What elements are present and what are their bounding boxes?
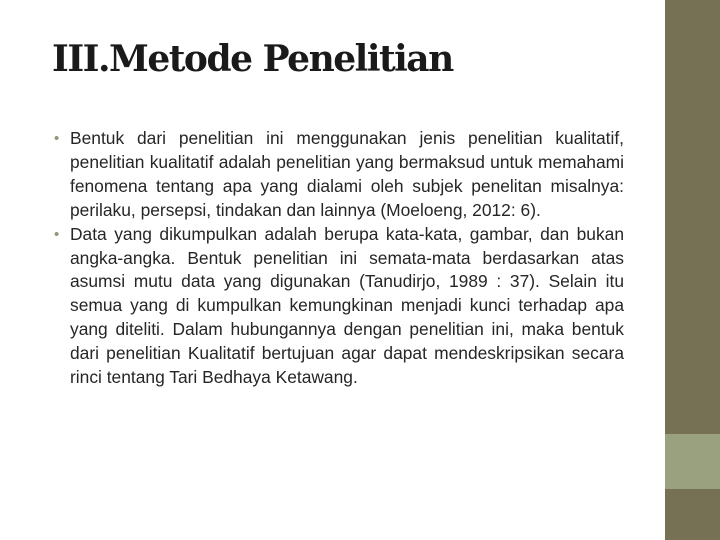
bullet-item-1 [54, 127, 624, 223]
bullet-text-2: Data yang dikumpulkan adalah berupa kata-kata, gambar, dan bukan angka-angka. Bentuk penelitian ini semata-mata berdasarkan atas asumsi mutu data yang digunakan (Tanudirjo, 1989 : 37). Selain itu semua yang di kumpulkan kemungkinan menjadi kunci terhadap apa yang diteliti. Dalam hubungannya dengan penelitian ini, maka bentuk dari penelitian Kualitatif bertujuan agar dapat mendeskripsikan secara rinci tentang Tari Bedhaya Ketawang. [70, 223, 624, 388]
sidebar-gap [655, 0, 665, 540]
bullet-text-1: Bentuk dari penelitian ini menggunakan jenis penelitian kualitatif, penelitian kualitatif adalah penelitian yang bermaksud untuk memahami fenomena tentang apa yang dialami oleh subjek penelitan misalnya: perilaku, persepsi, tindakan dan lainnya (Moeloeng, 2012: 6). [70, 128, 624, 220]
bullet-icon: • [54, 130, 60, 147]
bullet-icon: • [54, 225, 60, 243]
bullet-list [54, 127, 624, 390]
slide-title: III.Metode Penelitian [52, 38, 453, 80]
bullet-item-2 [54, 223, 624, 390]
sidebar-accent-square [665, 434, 720, 489]
